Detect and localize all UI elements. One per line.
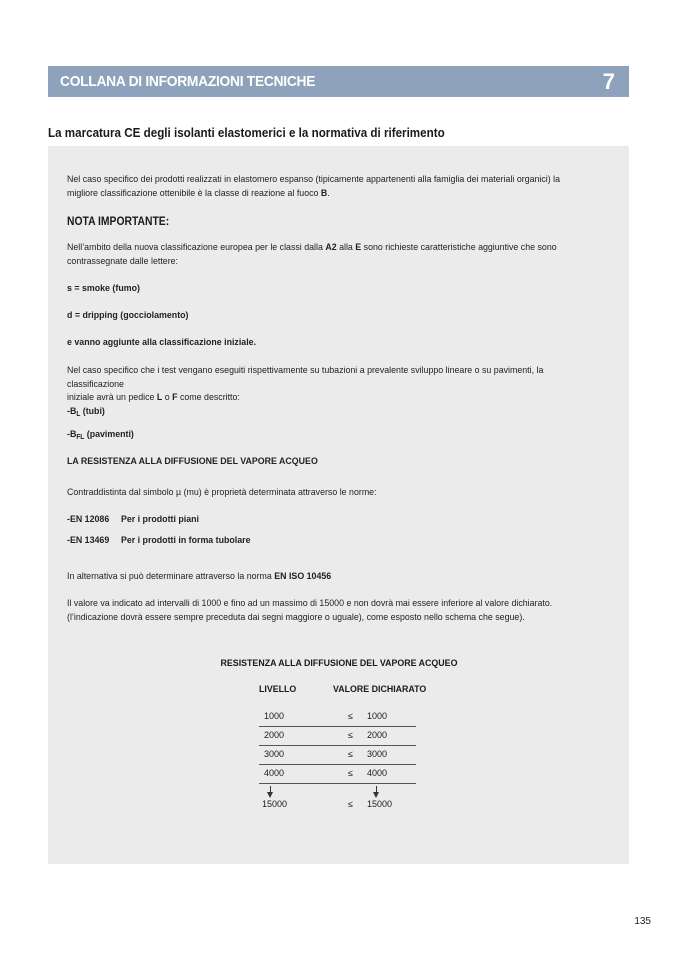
valore-paragraph: [67, 597, 588, 624]
symbol-cell: ≤: [348, 799, 353, 809]
vapore-intro: Contraddistinta dal simbolo µ (mu) è proprietà determinata attraverso le norme:: [67, 487, 377, 498]
vapore-heading: LA RESISTENZA ALLA DIFFUSIONE DEL VAPORE ACQUEO: [67, 456, 318, 467]
valore-line-1: Il valore va indicato ad intervalli di 1000 e fino ad un massimo di 15000 e non dovrà mai essere inferiore al valore dichiarato.: [67, 598, 553, 609]
header-bar: [48, 66, 629, 97]
intro-line-1: Nel caso specifico dei prodotti realizzati in elastomero espanso (tipicamente appartenenti alla famiglia dei materiali organici) la: [67, 174, 561, 185]
class-a2: A2: [325, 242, 337, 253]
value-cell: 4000: [367, 768, 388, 778]
value-cell: 3000: [367, 749, 388, 759]
symbol-cell: ≤: [348, 711, 353, 721]
alternative-line: [67, 570, 588, 584]
level-cell: 2000: [264, 730, 285, 740]
dripping-line: d = dripping (gocciolamento): [67, 310, 189, 321]
chapter-number: 7: [602, 69, 615, 94]
table-row: [259, 765, 416, 784]
level-cell: 1000: [264, 711, 285, 721]
value-cell: 1000: [367, 711, 388, 721]
bfl-subscript: FL: [76, 434, 85, 441]
valore-line-2: (l’indicazione dovrà essere sempre preceduta dai segni maggiore o uguale), come esposto nello schema che segue).: [67, 611, 525, 623]
table-title: RESISTENZA ALLA DIFFUSIONE DEL VAPORE ACQUEO: [220, 658, 458, 669]
norm-code: -EN 12086: [67, 514, 110, 525]
column-header-value: VALORE DICHIARATO: [333, 684, 427, 695]
nota-paragraph: [67, 241, 588, 268]
bl-text: (tubi): [80, 406, 105, 417]
bfl-line: [67, 428, 588, 443]
level-cell: 3000: [264, 749, 285, 759]
alternative-text: In alternativa si può determinare attraverso la norma: [67, 571, 275, 582]
added-line: e vanno aggiunte alla classificazione iniziale.: [67, 337, 257, 348]
symbol-cell: ≤: [348, 749, 353, 759]
section-title: La marcatura CE degli isolanti elastomerici e la normativa di riferimento: [48, 126, 445, 140]
nota-title: NOTA IMPORTANTE:: [67, 216, 170, 228]
page-number: 135: [634, 916, 651, 927]
value-cell: 2000: [367, 730, 388, 740]
norm-desc: Per i prodotti piani: [120, 514, 199, 525]
symbol-cell: ≤: [348, 730, 353, 740]
table-row: [259, 708, 416, 727]
nota-line-2: contrassegnate dalle lettere:: [67, 255, 179, 267]
nota-line-1-mid: alla: [336, 242, 356, 253]
iso-norm: EN ISO 10456: [274, 571, 332, 582]
norm-row: [67, 534, 588, 548]
pedice-line-2-mid: o: [162, 392, 173, 403]
level-cell: 15000: [262, 799, 288, 809]
intro-line-2-end: .: [327, 187, 330, 199]
norm-desc: Per i prodotti in forma tubolare: [120, 535, 251, 546]
nota-line-1-end: sono richieste caratteristiche aggiuntive che sono: [361, 242, 557, 253]
level-cell: 4000: [264, 768, 285, 778]
class-b: B: [320, 187, 328, 199]
norm-code: -EN 13469: [67, 535, 110, 546]
table-row: [259, 727, 416, 746]
smoke-line: s = smoke (fumo): [67, 283, 140, 294]
symbol-cell: ≤: [348, 768, 353, 778]
bl-line: [67, 405, 588, 420]
pedice-line-2: iniziale avrà un pedice: [67, 392, 157, 403]
column-header-level: LIVELLO: [259, 684, 297, 695]
bl-subscript: L: [76, 411, 81, 418]
bfl-text: (pavimenti): [84, 429, 134, 440]
pedice-paragraph: [67, 364, 588, 405]
intro-line-2: migliore classificazione ottenibile è la classe di reazione al fuoco: [67, 187, 321, 199]
nota-line-1: Nell’ambito della nuova classificazione europea per le classi dalla: [67, 242, 326, 253]
intro-paragraph: [67, 173, 588, 200]
table-row: [257, 796, 414, 815]
pedice-f: F: [172, 392, 178, 403]
table-row: [259, 746, 416, 765]
bl-prefix: -B: [67, 406, 77, 417]
pedice-line-1: Nel caso specifico che i test vengano eseguiti rispettivamente su tubazioni a prevalente sviluppo lineare o su pavimenti, la classificazione: [67, 365, 544, 390]
value-cell: 15000: [367, 799, 393, 809]
header-title: COLLANA DI INFORMAZIONI TECNICHE: [60, 73, 316, 90]
pedice-l: L: [156, 392, 163, 403]
norm-row: [67, 513, 588, 527]
bfl-prefix: -B: [67, 429, 77, 440]
pedice-line-2-end: come descritto:: [177, 392, 240, 403]
class-e: E: [355, 242, 362, 253]
